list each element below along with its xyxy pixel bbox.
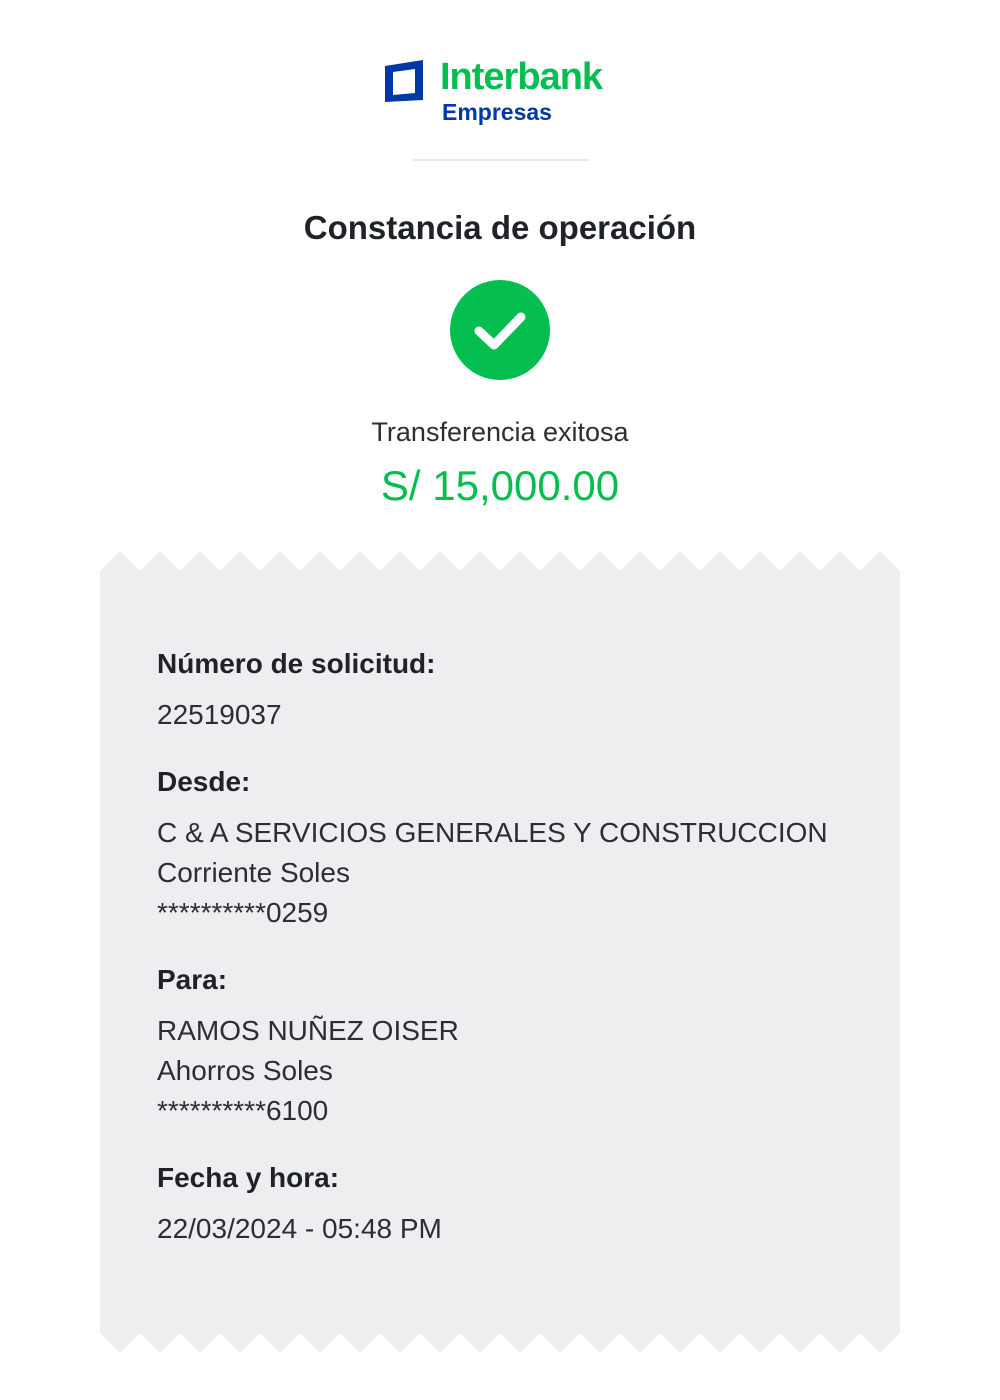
brand-name: Interbank: [440, 56, 603, 98]
datetime-value: 22/03/2024 - 05:48 PM: [157, 1213, 442, 1244]
datetime-section: [157, 1161, 877, 1249]
to-label: Para:: [157, 964, 228, 995]
transfer-amount: S/ 15,000.00: [380, 462, 620, 509]
request-number-label: Número de solicitud:: [157, 648, 436, 679]
from-account-number: **********0259: [157, 897, 329, 928]
page-title: Constancia de operación: [303, 209, 697, 246]
interbank-square-logo-icon: [383, 60, 425, 102]
brand-subtitle: Empresas: [442, 99, 552, 125]
status-text: Transferencia exitosa: [371, 417, 629, 447]
receipt-card: [100, 551, 900, 1353]
header-divider: [412, 159, 590, 161]
from-section: [157, 765, 877, 933]
operation-details: [157, 647, 877, 1279]
request-number-section: [157, 647, 877, 735]
from-holder: C & A SERVICIOS GENERALES Y CONSTRUCCION: [157, 817, 828, 848]
check-circle-icon: [450, 280, 550, 380]
request-number-value: 22519037: [157, 699, 282, 730]
to-holder: RAMOS NUÑEZ OISER: [157, 1015, 459, 1046]
from-account-type: Corriente Soles: [157, 857, 350, 888]
datetime-label: Fecha y hora:: [157, 1162, 340, 1193]
from-label: Desde:: [157, 766, 251, 797]
to-account-type: Ahorros Soles: [157, 1055, 333, 1086]
interbank-logo: [383, 58, 623, 128]
to-account-number: **********6100: [157, 1095, 329, 1126]
to-section: [157, 963, 877, 1131]
